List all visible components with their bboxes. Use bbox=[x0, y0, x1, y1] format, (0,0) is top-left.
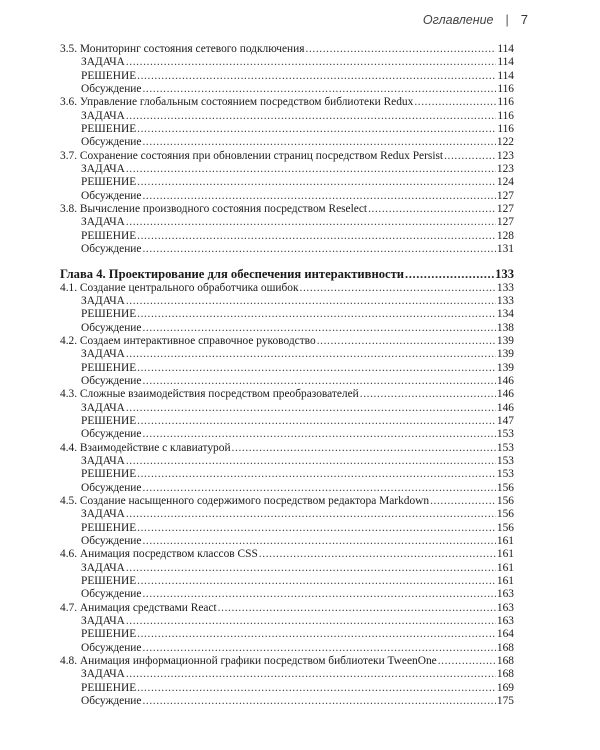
toc-subentry bbox=[60, 522, 514, 535]
running-header bbox=[423, 12, 528, 27]
toc-subentry bbox=[60, 682, 514, 695]
toc-entry-title: Обсуждение bbox=[81, 374, 142, 387]
dot-leader bbox=[126, 455, 496, 468]
toc-entry-title: ЗАДАЧА bbox=[81, 348, 125, 361]
toc-subentry bbox=[60, 163, 514, 176]
dot-leader bbox=[444, 150, 496, 163]
toc-subentry bbox=[60, 176, 514, 189]
toc-entry-title: Обсуждение bbox=[81, 243, 142, 256]
toc-subentry bbox=[60, 402, 514, 415]
dot-leader bbox=[317, 335, 496, 348]
dot-leader bbox=[126, 216, 496, 229]
dot-leader bbox=[137, 230, 496, 243]
toc-entry-title: РЕШЕНИЕ bbox=[81, 468, 137, 481]
toc-entry-page: 116 bbox=[497, 109, 514, 122]
toc-entry-title: Обсуждение bbox=[81, 588, 142, 601]
table-of-contents bbox=[60, 43, 514, 709]
toc-entry-page: 122 bbox=[496, 136, 514, 149]
toc-entry-title: ЗАДАЧА bbox=[81, 56, 125, 69]
toc-entry-page: 123 bbox=[496, 163, 514, 176]
toc-subentry bbox=[60, 575, 514, 588]
dot-leader bbox=[137, 308, 496, 321]
toc-entry-page: 153 bbox=[496, 468, 514, 481]
chapter-spacer bbox=[60, 257, 514, 267]
toc-entry-page: 127 bbox=[496, 189, 514, 202]
toc-entry-page: 116 bbox=[497, 83, 514, 96]
toc-entry-title: Обсуждение bbox=[81, 189, 142, 202]
toc-entry-title: РЕШЕНИЕ bbox=[81, 69, 137, 82]
dot-leader bbox=[137, 415, 496, 428]
dot-leader bbox=[142, 642, 495, 655]
toc-entry-title: Обсуждение bbox=[81, 695, 142, 708]
toc-entry-page: 124 bbox=[496, 176, 514, 189]
toc-entry-title: 3.8. Вычисление производного состояния посредством Reselect bbox=[60, 203, 368, 216]
toc-entry-title: Обсуждение bbox=[81, 535, 142, 548]
dot-leader bbox=[259, 548, 496, 561]
header-page-number: 7 bbox=[520, 12, 528, 27]
toc-subentry bbox=[60, 348, 514, 361]
dot-leader bbox=[438, 655, 496, 668]
toc-entry-page: 133 bbox=[496, 281, 514, 294]
toc-entry-4-7 bbox=[60, 602, 514, 615]
toc-entry-title: ЗАДАЧА bbox=[81, 615, 125, 628]
toc-subentry bbox=[60, 110, 514, 123]
toc-entry-page: 146 bbox=[496, 374, 514, 387]
toc-entry-title: 4.1. Создание центрального обработчика ошибок bbox=[60, 281, 299, 294]
dot-leader bbox=[137, 575, 496, 588]
dot-leader bbox=[126, 56, 497, 69]
dot-leader bbox=[142, 588, 495, 601]
dot-leader bbox=[137, 70, 496, 83]
toc-entry-4-4 bbox=[60, 442, 514, 455]
toc-entry-title: ЗАДАЧА bbox=[81, 294, 125, 307]
toc-entry-page: 156 bbox=[496, 481, 514, 494]
dot-leader bbox=[137, 468, 496, 481]
toc-entry-page: 147 bbox=[496, 414, 514, 427]
toc-subentry bbox=[60, 482, 514, 495]
toc-entry-title: РЕШЕНИЕ bbox=[81, 681, 137, 694]
toc-entry-title: РЕШЕНИЕ bbox=[81, 628, 137, 641]
toc-subentry bbox=[60, 695, 514, 708]
toc-entry-page: 134 bbox=[496, 308, 514, 321]
toc-entry-title: ЗАДАЧА bbox=[81, 163, 125, 176]
toc-entry-title: 3.5. Мониторинг состояния сетевого подключения bbox=[60, 43, 305, 55]
toc-entry-title: ЗАДАЧА bbox=[81, 508, 125, 521]
toc-entry-page: 146 bbox=[496, 388, 514, 401]
toc-subentry bbox=[60, 615, 514, 628]
toc-entry-title: Обсуждение bbox=[81, 321, 142, 334]
toc-entry-3-6 bbox=[60, 96, 514, 109]
toc-entry-title: ЗАДАЧА bbox=[81, 401, 125, 414]
toc-entry-page: 131 bbox=[496, 243, 514, 256]
toc-entry-page: 164 bbox=[496, 628, 514, 641]
toc-entry-title: 4.6. Анимация посредством классов CSS bbox=[60, 548, 258, 561]
toc-entry-page: 163 bbox=[496, 601, 514, 614]
toc-entry-page: 114 bbox=[497, 56, 514, 69]
toc-subentry bbox=[60, 190, 514, 203]
toc-entry-title: РЕШЕНИЕ bbox=[81, 361, 137, 374]
toc-entry-title: ЗАДАЧА bbox=[81, 454, 125, 467]
toc-entry-4-6 bbox=[60, 548, 514, 561]
dot-leader bbox=[126, 402, 496, 415]
toc-subentry bbox=[60, 216, 514, 229]
toc-entry-page: 127 bbox=[496, 216, 514, 229]
dot-leader bbox=[360, 388, 496, 401]
toc-entry-page: 163 bbox=[496, 588, 514, 601]
toc-entry-title: РЕШЕНИЕ bbox=[81, 414, 137, 427]
dot-leader bbox=[232, 442, 496, 455]
toc-subentry bbox=[60, 136, 514, 149]
dot-leader bbox=[137, 628, 496, 641]
toc-subentry bbox=[60, 375, 514, 388]
dot-leader bbox=[300, 282, 496, 295]
toc-entry-title: 4.7. Анимация средствами React bbox=[60, 601, 217, 614]
toc-entry-title: Обсуждение bbox=[81, 83, 142, 96]
toc-entry-title: 3.7. Сохранение состояния при обновлении страниц посредством Redux Persist bbox=[60, 149, 444, 162]
toc-subentry bbox=[60, 468, 514, 481]
dot-leader bbox=[142, 136, 495, 149]
dot-leader bbox=[137, 682, 496, 695]
toc-entry-page: 168 bbox=[496, 655, 514, 668]
toc-entry-page: 153 bbox=[496, 428, 514, 441]
toc-entry-page: 114 bbox=[497, 43, 514, 55]
toc-entry-page: 156 bbox=[496, 521, 514, 534]
toc-entry-3-7 bbox=[60, 150, 514, 163]
toc-entry-title: 4.3. Сложные взаимодействия посредством преобразователей bbox=[60, 388, 359, 401]
toc-entry-page: 161 bbox=[496, 575, 514, 588]
dot-leader bbox=[142, 535, 495, 548]
toc-subentry bbox=[60, 308, 514, 321]
toc-entry-title: РЕШЕНИЕ bbox=[81, 521, 137, 534]
dot-leader bbox=[430, 495, 496, 508]
toc-entry-page: 153 bbox=[496, 454, 514, 467]
dot-leader bbox=[142, 375, 495, 388]
toc-subentry bbox=[60, 83, 514, 96]
toc-entry-page: 114 bbox=[497, 69, 514, 82]
dot-leader bbox=[126, 562, 496, 575]
toc-entry-page: 163 bbox=[496, 615, 514, 628]
dot-leader bbox=[142, 482, 495, 495]
toc-entry-title: РЕШЕНИЕ bbox=[81, 308, 137, 321]
toc-entry-title: 4.8. Анимация информационной графики посредством библиотеки TweenOne bbox=[60, 655, 437, 668]
toc-entry-title: РЕШЕНИЕ bbox=[81, 229, 137, 242]
toc-entry-4-2 bbox=[60, 335, 514, 348]
toc-subentry bbox=[60, 295, 514, 308]
dot-leader bbox=[126, 163, 496, 176]
dot-leader bbox=[142, 243, 495, 256]
dot-leader bbox=[126, 110, 497, 123]
toc-entry-4-5 bbox=[60, 495, 514, 508]
dot-leader bbox=[137, 176, 496, 189]
toc-entry-title: Обсуждение bbox=[81, 428, 142, 441]
dot-leader bbox=[126, 348, 496, 361]
toc-subentry bbox=[60, 628, 514, 641]
dot-leader bbox=[142, 190, 495, 203]
toc-entry-page: 138 bbox=[496, 321, 514, 334]
toc-subentry bbox=[60, 588, 514, 601]
toc-entry-page: 128 bbox=[496, 229, 514, 242]
toc-subentry bbox=[60, 508, 514, 521]
toc-entry-title: 4.4. Взаимодействие с клавиатурой bbox=[60, 441, 231, 454]
toc-entry-page: 127 bbox=[496, 203, 514, 216]
dot-leader bbox=[142, 83, 496, 96]
toc-chapter-4 bbox=[60, 267, 514, 282]
dot-leader bbox=[368, 203, 496, 216]
toc-subentry bbox=[60, 70, 514, 83]
toc-entry-page: 153 bbox=[496, 441, 514, 454]
toc-entry-page: 139 bbox=[496, 348, 514, 361]
toc-subentry bbox=[60, 415, 514, 428]
toc-entry-page: 161 bbox=[496, 548, 514, 561]
toc-entry-title: Обсуждение bbox=[81, 481, 142, 494]
dot-leader bbox=[405, 267, 494, 282]
toc-subentry bbox=[60, 230, 514, 243]
toc-subentry bbox=[60, 322, 514, 335]
toc-entry-title: 4.5. Создание насыщенного содержимого посредством редактора Markdown bbox=[60, 495, 430, 507]
toc-entry-page: 123 bbox=[496, 149, 514, 162]
toc-subentry bbox=[60, 362, 514, 375]
toc-entry-page: 169 bbox=[496, 681, 514, 694]
dot-leader bbox=[137, 522, 496, 535]
header-separator: | bbox=[505, 12, 509, 27]
toc-entry-title: РЕШЕНИЕ bbox=[81, 176, 137, 189]
dot-leader bbox=[142, 428, 495, 441]
toc-entry-title: ЗАДАЧА bbox=[81, 216, 125, 229]
dot-leader bbox=[142, 695, 495, 708]
toc-entry-4-3 bbox=[60, 388, 514, 401]
toc-subentry bbox=[60, 642, 514, 655]
toc-entry-3-5 bbox=[60, 43, 514, 56]
toc-entry-page: 168 bbox=[496, 668, 514, 681]
dot-leader bbox=[126, 508, 496, 521]
toc-entry-page: 161 bbox=[496, 561, 514, 574]
dot-leader bbox=[137, 123, 496, 136]
toc-entry-title: ЗАДАЧА bbox=[81, 561, 125, 574]
dot-leader bbox=[306, 43, 497, 56]
toc-entry-title: Обсуждение bbox=[81, 136, 142, 149]
toc-entry-page: 168 bbox=[496, 641, 514, 654]
dot-leader bbox=[218, 602, 496, 615]
toc-subentry bbox=[60, 668, 514, 681]
toc-entry-page: 139 bbox=[496, 334, 514, 347]
toc-entry-title: ЗАДАЧА bbox=[81, 668, 125, 681]
toc-subentry bbox=[60, 243, 514, 256]
dot-leader bbox=[126, 295, 496, 308]
toc-chapter-page: 133 bbox=[495, 266, 514, 281]
toc-entry-page: 116 bbox=[497, 96, 514, 109]
toc-entry-title: 4.2. Создаем интерактивное справочное руководство bbox=[60, 334, 316, 347]
toc-entry-title: РЕШЕНИЕ bbox=[81, 575, 137, 588]
toc-subentry bbox=[60, 535, 514, 548]
header-section-title: Оглавление bbox=[422, 12, 494, 27]
dot-leader bbox=[137, 362, 496, 375]
toc-entry-4-8 bbox=[60, 655, 514, 668]
toc-chapter-title: Глава 4. Проектирование для обеспечения интерактивности bbox=[60, 266, 405, 281]
toc-entry-page: 146 bbox=[496, 401, 514, 414]
dot-leader bbox=[126, 615, 496, 628]
toc-entry-title: Обсуждение bbox=[81, 641, 142, 654]
toc-entry-title: РЕШЕНИЕ bbox=[81, 123, 137, 136]
toc-subentry bbox=[60, 455, 514, 468]
toc-entry-3-8 bbox=[60, 203, 514, 216]
toc-entry-title: 3.6. Управление глобальным состоянием посредством библиотеки Redux bbox=[60, 96, 414, 109]
toc-subentry bbox=[60, 56, 514, 69]
toc-entry-title: ЗАДАЧА bbox=[81, 109, 125, 122]
toc-entry-page: 156 bbox=[496, 495, 514, 507]
toc-entry-page: 175 bbox=[496, 695, 514, 708]
toc-entry-page: 139 bbox=[496, 361, 514, 374]
toc-entry-4-1 bbox=[60, 282, 514, 295]
toc-entry-page: 161 bbox=[496, 535, 514, 548]
toc-subentry bbox=[60, 562, 514, 575]
dot-leader bbox=[126, 668, 496, 681]
toc-entry-page: 116 bbox=[497, 123, 514, 136]
toc-entry-page: 133 bbox=[496, 294, 514, 307]
toc-subentry bbox=[60, 123, 514, 136]
dot-leader bbox=[142, 322, 495, 335]
toc-subentry bbox=[60, 428, 514, 441]
dot-leader bbox=[414, 96, 496, 109]
toc-entry-page: 156 bbox=[496, 508, 514, 521]
